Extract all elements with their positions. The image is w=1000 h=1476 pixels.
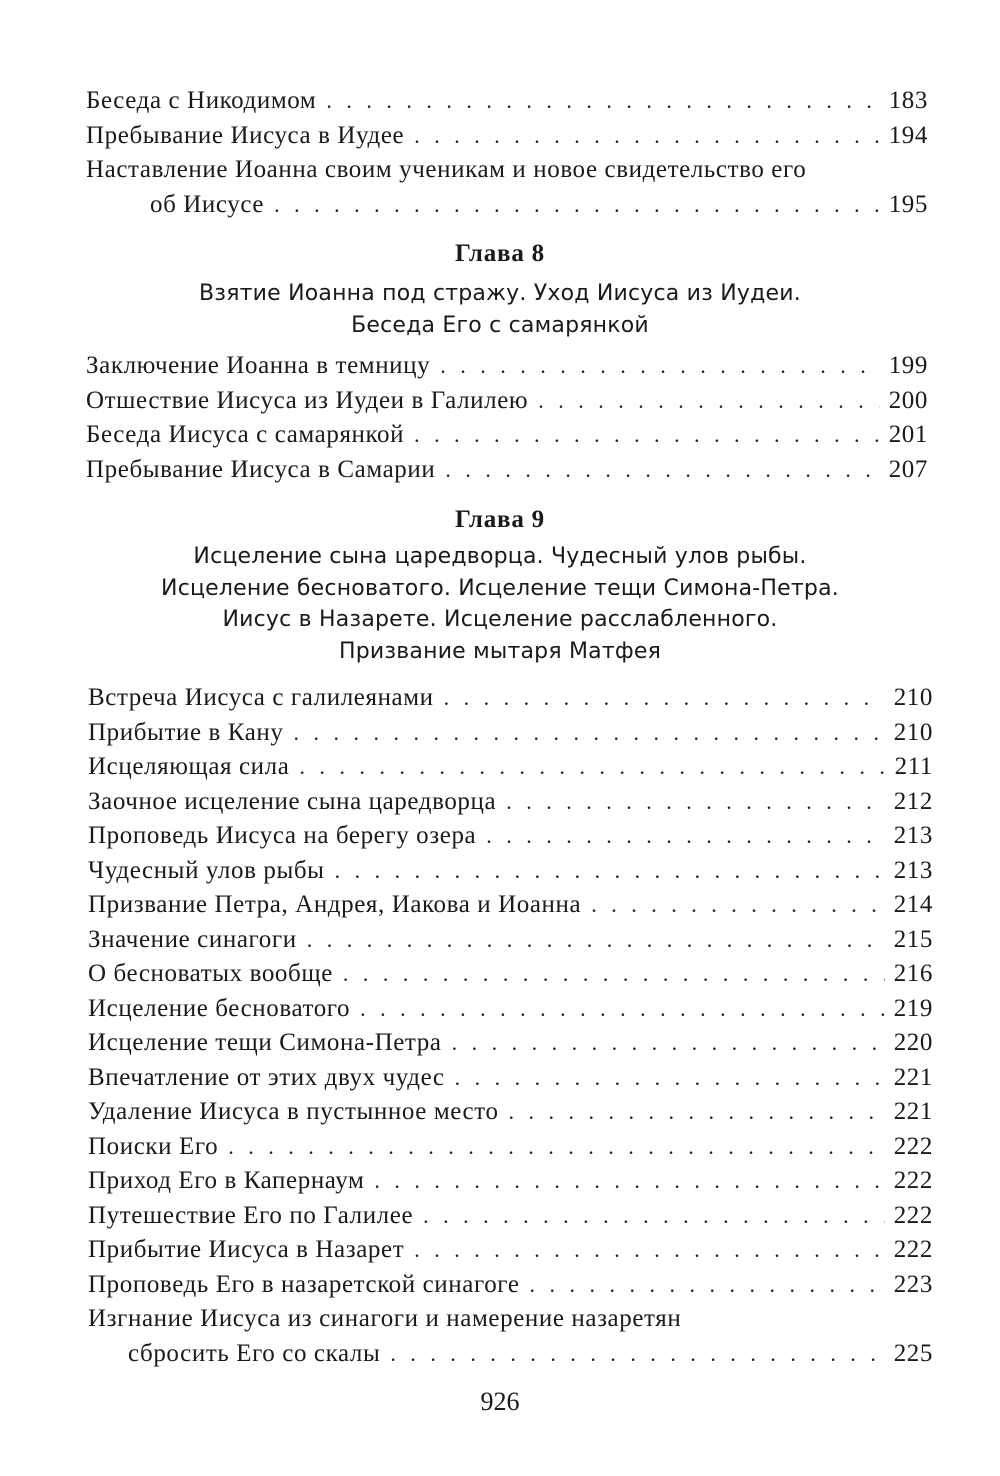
- toc-entry-title-line2: об Иисусе: [150, 190, 265, 218]
- toc-entry: [88, 1233, 933, 1268]
- dot-leader: [414, 119, 880, 154]
- toc-entry: [88, 785, 933, 820]
- toc-entry-title: Призвание Петра, Андрея, Иакова и Иоанна: [88, 891, 582, 918]
- toc-entry-title: Прибытие в Кану: [88, 718, 284, 746]
- toc-entry: [88, 888, 933, 923]
- toc-entry-title: Путешествие Его по Галилее: [88, 1201, 414, 1229]
- toc-entry: [88, 1130, 933, 1165]
- dot-leader: [326, 84, 880, 119]
- toc-entry-title: Проповедь Иисуса на берегу озера: [88, 822, 477, 849]
- toc-entry: [86, 453, 928, 488]
- dot-leader: [506, 785, 885, 820]
- toc-entry-page: 216: [893, 960, 933, 987]
- toc-entry-page: 225: [893, 1339, 933, 1367]
- toc-entry: [88, 1268, 933, 1303]
- page-number: 926: [480, 1387, 520, 1416]
- dot-leader: [307, 923, 885, 958]
- dot-leader: [445, 453, 880, 488]
- toc-entry-page: 214: [893, 891, 933, 918]
- dot-leader: [343, 957, 885, 992]
- toc-entry-page: 220: [893, 1029, 933, 1056]
- toc-entry-page: 215: [893, 925, 933, 953]
- toc-entry-page: 212: [893, 787, 933, 815]
- toc-entry-title: Чудесный улов рыбы: [88, 856, 325, 884]
- toc-entry-title: Пребывание Иисуса в Самарии: [86, 455, 436, 483]
- dot-leader: [530, 1268, 885, 1303]
- toc-entry-page: 200: [888, 386, 928, 414]
- toc-entry-title: Пребывание Иисуса в Иудее: [86, 121, 405, 149]
- toc-entry-title: Беседа Иисуса с самарянкой: [86, 421, 405, 448]
- toc-entry: [86, 84, 928, 119]
- dot-leader: [293, 716, 885, 751]
- toc-entry-title: Заключение Иоанна в темницу: [86, 352, 431, 379]
- toc-entry-title: Беседа с Никодимом: [86, 87, 317, 114]
- toc-entry-page: 222: [893, 1201, 933, 1229]
- toc-entry-page: 219: [893, 994, 933, 1022]
- dot-leader: [414, 418, 880, 453]
- toc-entry-title: Проповедь Его в назаретской синагоге: [88, 1270, 520, 1298]
- toc-entry: [88, 992, 933, 1027]
- toc-entry-title-line1: Изгнание Иисуса из синагоги и намерение назаретян: [88, 1305, 682, 1332]
- toc-entry-title-line1: Наставление Иоанна своим ученикам и новое свидетельство его: [86, 156, 807, 183]
- toc-entry-title: Впечатление от этих двух чудес: [88, 1063, 445, 1091]
- chapter-subtitle-line: Призвание мытаря Матфея: [338, 638, 662, 664]
- toc-entry-page: 194: [888, 121, 928, 149]
- toc-entry-page: 199: [888, 352, 928, 379]
- toc-entry-title: Удаление Иисуса в пустынное место: [88, 1098, 499, 1125]
- toc-entry: [86, 418, 928, 453]
- dot-leader: [414, 1233, 885, 1268]
- toc-entry-title: Исцеление бесноватого: [88, 994, 351, 1022]
- toc-section-chapter9: [88, 681, 933, 1371]
- toc-entry: [86, 153, 928, 222]
- dot-leader: [444, 681, 885, 716]
- toc-section-chapter8: [86, 349, 928, 487]
- toc-entry-page: 213: [893, 822, 933, 849]
- chapter-heading: Глава 8: [455, 240, 545, 267]
- toc-entry-page: 210: [893, 684, 933, 711]
- dot-leader: [228, 1130, 885, 1165]
- chapter-subtitle-line: Беседа Его с самарянкой: [351, 312, 649, 338]
- toc-entry: [88, 1199, 933, 1234]
- toc-entry-title: Исцеление тещи Симона-Петра: [88, 1029, 442, 1056]
- chapter-subtitle: [0, 278, 1000, 341]
- chapter-subtitle: [0, 541, 1000, 667]
- toc-entry-page: 221: [893, 1098, 933, 1125]
- toc-entry-title: О бесноватых вообще: [88, 960, 333, 987]
- dot-leader: [486, 819, 885, 854]
- toc-entry-page: 210: [893, 718, 933, 746]
- dot-leader: [274, 188, 880, 223]
- toc-entry-page: 222: [893, 1167, 933, 1194]
- toc-entry: [88, 716, 933, 751]
- chapter-subtitle-line: Исцеление сына царедворца. Чудесный улов рыбы.: [193, 544, 807, 569]
- dot-leader: [440, 349, 880, 384]
- toc-entry: [86, 384, 928, 419]
- toc-entry: [88, 957, 933, 992]
- toc-entry-page: 222: [893, 1236, 933, 1263]
- toc-entry: [88, 1095, 933, 1130]
- dot-leader: [538, 384, 880, 419]
- toc-entry-page: 183: [888, 87, 928, 114]
- toc-entry-title: Приход Его в Капернаум: [88, 1167, 365, 1194]
- dot-leader: [335, 854, 885, 889]
- toc-section-top: [86, 84, 928, 222]
- toc-entry: [88, 923, 933, 958]
- toc-entry-page: 211: [894, 753, 933, 780]
- toc-entry-page: 207: [888, 455, 928, 483]
- toc-entry-title: Прибытие Иисуса в Назарет: [88, 1236, 405, 1263]
- toc-entry-page: 223: [893, 1270, 933, 1298]
- toc-entry-title-line2: сбросить Его со скалы: [128, 1339, 381, 1367]
- toc-entry-page: 201: [888, 421, 928, 448]
- toc-entry: [88, 819, 933, 854]
- toc-entry: [88, 681, 933, 716]
- toc-entry-title: Исцеляющая сила: [88, 753, 290, 780]
- toc-entry-title: Поиски Его: [88, 1132, 219, 1160]
- chapter-subtitle-line: Исцеление бесноватого. Исцеление тещи Симона-Петра.: [161, 575, 839, 601]
- dot-leader: [452, 1026, 885, 1061]
- dot-leader: [360, 992, 885, 1027]
- dot-leader: [509, 1095, 885, 1130]
- dot-leader: [591, 888, 885, 923]
- toc-entry: [86, 349, 928, 384]
- toc-entry: [88, 854, 933, 889]
- toc-entry: [88, 750, 933, 785]
- dot-leader: [455, 1061, 885, 1096]
- toc-entry: [88, 1061, 933, 1096]
- toc-entry: [88, 1026, 933, 1061]
- dot-leader: [423, 1199, 885, 1234]
- toc-entry-page: 221: [893, 1063, 933, 1091]
- dot-leader: [299, 750, 885, 785]
- chapter-subtitle-line: Взятие Иоанна под стражу. Уход Иисуса из Иудеи.: [199, 281, 801, 306]
- toc-entry: [88, 1164, 933, 1199]
- toc-entry-page: 213: [893, 856, 933, 884]
- toc-entry-title: Отшествие Иисуса из Иудеи в Галилею: [86, 386, 529, 414]
- dot-leader: [390, 1337, 885, 1372]
- toc-entry: [88, 1302, 933, 1371]
- dot-leader: [374, 1164, 885, 1199]
- chapter-heading: Глава 9: [455, 506, 545, 533]
- chapter-subtitle-line: Иисус в Назарете. Исцеление расслабленного.: [222, 607, 778, 632]
- toc-entry-title: Заочное исцеление сына царедворца: [88, 787, 497, 815]
- toc-entry-title: Значение синагоги: [88, 925, 297, 953]
- toc-entry-title: Встреча Иисуса с галилеянами: [88, 684, 434, 711]
- toc-entry-page: 222: [893, 1132, 933, 1160]
- toc-entry: [86, 119, 928, 154]
- toc-entry-page: 195: [888, 190, 928, 218]
